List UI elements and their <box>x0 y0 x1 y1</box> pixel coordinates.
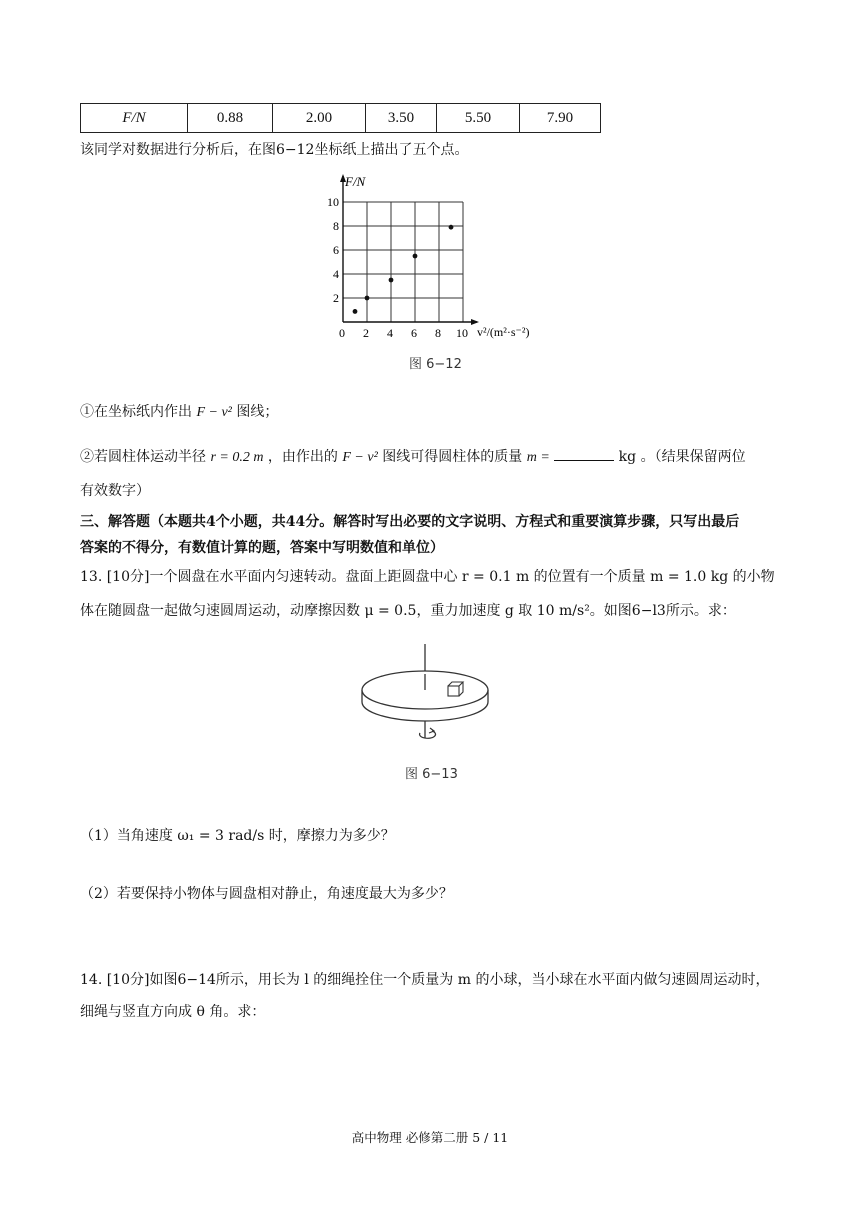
q2-mass: m = <box>526 450 550 465</box>
chart-points <box>353 225 454 314</box>
rotation-arrow-icon <box>420 731 436 738</box>
data-point <box>353 309 358 314</box>
intro-line: 该同学对数据进行分析后，在图6−12坐标纸上描出了五个点。 <box>80 142 469 158</box>
data-point <box>365 296 370 301</box>
table-row-label: F/N <box>81 104 188 133</box>
data-table <box>80 103 601 133</box>
q2-text: ②若圆柱体运动半径 <box>80 449 206 465</box>
problem-14-line-2: 细绳与竖直方向成 θ 角。求： <box>80 1004 266 1020</box>
answer-blank[interactable] <box>554 446 614 461</box>
x-tick-label: 10 <box>456 326 468 340</box>
y-tick-label: 10 <box>327 195 339 209</box>
q2-text: 图线可得圆柱体的质量 <box>382 449 523 465</box>
table-cell: 5.50 <box>437 104 520 133</box>
q2-unit: kg <box>618 449 637 465</box>
q1-line <box>80 402 278 423</box>
page-footer: 高中物理 必修第二册 5 / 11 <box>351 1130 509 1145</box>
q2-radius: r = 0.2 m <box>210 450 264 465</box>
table-cell: 3.50 <box>366 104 437 133</box>
y-axis-label: F/N <box>345 174 366 189</box>
q2-line-2: 有效数字） <box>80 483 150 499</box>
q2-text: 。（结果保留两位 <box>640 449 746 465</box>
section-3-heading: 三、解答题（本题共4个小题，共44分。解答时写出必要的文字说明、方程式和重要演算步骤，只写出最后 <box>80 514 740 530</box>
data-point <box>449 225 454 230</box>
q2-line <box>80 446 746 468</box>
chart-grid <box>343 202 463 322</box>
figure-caption: 图 6−12 <box>409 357 462 372</box>
table-cell: 2.00 <box>273 104 366 133</box>
x-tick-label: 4 <box>387 326 393 340</box>
data-point <box>413 254 418 259</box>
x-tick-label: 2 <box>363 326 369 340</box>
section-3-heading-cont: 答案的不得分，有数值计算的题，答案中写明数值和单位） <box>80 540 444 556</box>
problem-14-line-1: 14. [10分]如图6−14所示，用长为 l 的细绳拴住一个质量为 m 的小球，当小球在水平面内做匀速圆周运动时， <box>80 972 770 988</box>
chart-ticks <box>327 195 468 340</box>
q1-prefix: ①在坐标纸内作出 <box>80 404 192 420</box>
problem-13-line-2: 体在随圆盘一起做匀速圆周运动，动摩擦因数 μ = 0.5，重力加速度 g 取 10 m/s²。如图6−l3所示。求： <box>80 603 736 619</box>
x-tick-label: 8 <box>435 326 441 340</box>
x-tick-label: 6 <box>411 326 417 340</box>
problem-13-q1: （1）当角速度 ω₁ = 3 rad/s 时，摩擦力为多少？ <box>80 828 395 844</box>
q2-text: ，由作出的 <box>267 449 338 465</box>
table-row <box>81 104 601 133</box>
data-point <box>389 278 394 283</box>
y-tick-label: 4 <box>333 267 339 281</box>
problem-13-line-1: 13. [10分]一个圆盘在水平面内匀速转动。盘面上距圆盘中心 r = 0.1 m 的位置有一个质量 m = 1.0 kg 的小物 <box>80 569 775 585</box>
figure-6-12-chart <box>305 168 555 378</box>
table-cell: 7.90 <box>520 104 601 133</box>
q1-formula: F − v² <box>196 405 232 420</box>
table-cell: 0.88 <box>188 104 273 133</box>
y-tick-label: 2 <box>333 291 339 305</box>
figure-caption: 图 6−13 <box>405 767 458 782</box>
figure-6-13-disc <box>350 638 510 783</box>
x-tick-label: 0 <box>339 326 345 340</box>
y-tick-label: 8 <box>333 219 339 233</box>
problem-13-q2: （2）若要保持小物体与圆盘相对静止，角速度最大为多少？ <box>80 886 453 902</box>
y-tick-label: 6 <box>333 243 339 257</box>
x-axis-label: v²/(m²·s⁻²) <box>477 325 530 339</box>
q1-suffix: 图线； <box>236 404 279 420</box>
q2-formula: F − v² <box>342 450 378 465</box>
